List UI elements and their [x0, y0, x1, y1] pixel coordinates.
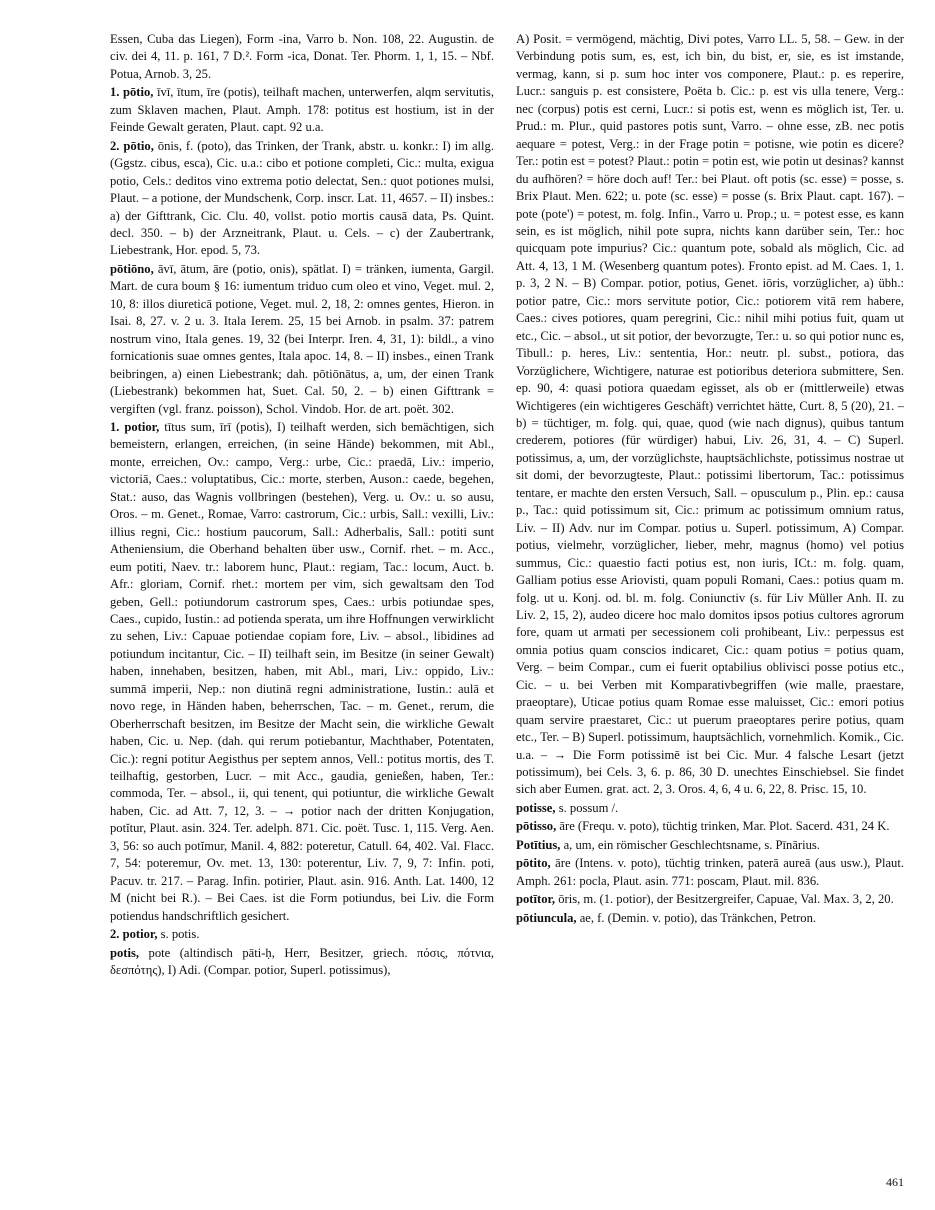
entry-headword: 2. pōtio, — [110, 138, 154, 153]
right-column — [516, 31, 904, 928]
entry-headword: pōtisso, — [516, 819, 557, 834]
dictionary-entry — [516, 31, 904, 799]
entry-text: Essen, Cuba das Liegen), Form -ina, Varro b. Non. 108, 22. Augustin. de civ. dei 4, 11. p. 161, 7 D.². Form -ica, Donat. Ter. Phorm. 1, 1, 15. – Nbf. Potua, Arnob. 3, 25. — [110, 32, 494, 81]
dictionary-entry — [110, 945, 494, 980]
entry-headword: potītor, — [516, 892, 556, 907]
entry-headword: 1. potior, — [110, 419, 160, 434]
entry-headword: Potītius, — [516, 837, 561, 852]
dictionary-entry — [110, 138, 494, 260]
dictionary-entry — [516, 855, 904, 890]
entry-headword: 2. potior, — [110, 927, 158, 942]
entry-text: āvī, ātum, āre (potio, onis), spätlat. I) = tränken, iumenta, Gargil. Mart. de cura boum § 16: iumentum triduo cum oleo et vino, Veget. mul. 2, 10, 8: illos diureticā potione, Veget. mul. 2, 18, 2: omnes gentes, Hieron. in Isai. 8, 27. v. 2 u. 3. Itala Ierem. 25, 15 bei Arnob. in psalm. 37: patrem nostrum vino, Itala genes. 19, 32 (bei Interpr. Iren. 4, 31, 1): bildl., a vino fornicationis suae omnes gentes, Itala apoc. 14, 8. – II) insbes., einen Trank beibringen, a) einen Liebestrank; dah. pōtiōnātus, a, um, der einen Trank (Liebestrank) bekommen hat, Suet. Cal. 50, 2. – b) einen Gifttrank = vergiften (vgl. franz. poisson), Schol. Vindob. Hor. de art. poët. 302. — [110, 261, 494, 416]
entry-text: āre (Frequ. v. poto), tüchtig trinken, Mar. Plot. Sacerd. 431, 24 K. — [559, 819, 890, 834]
entry-text: tītus sum, īrī (potis), I) teilhaft werden, sich bemächtigen, sich bemeistern, erlangen, erreichen, (in seine Hände) bekommen, mit Abl., monte, erreichen, Ov.: campo, Verg.: urbe, Cic.: praedā, Liv.: imperio, victoriā, Caes.: voluptatibus, Cic.: morte, sterben, Auson.: caede, begehen, Stat.: auso, das Wagnis vollbringen (bestehen), Verg. u. Ov.: u. so ausu, Oros. – m. Genet., Romae, Varro: castrorum, Cic.: urbis, Sall.: vexilli, Liv.: illius regni, Cic.: hostium paucorum, Sall.: Adherbalis, Sall.: potiti sunt Atheniensium, die Oberhand behalten über usw., Cornif. rhet. – m. Acc., eum potiti, Naev. tr.: laborem hunc, Plaut.: regiam, Tac.: locum, Auct. b. Afr.: gloriam, Cornif. rhet.: mortem per vim, sich gewaltsam den Tod geben, Gell.: potiundorum castrorum spes, Caes.: urbis potiundae spes, Caes., cupido, Iustin.: ad potienda sperata, um ihre Hoffnungen verwirklicht zu sehen, Liv.: Capuae potiendae copiam fore, Liv. – absol., libidines ad potiundum incitantur, Cic. – II) teilhaft sein, im Besitze (in seiner Gewalt) haben, innehaben, besitzen, haben, mit Abl., mari, Liv.: oppido, Liv.: summā imperii, Nep.: non diutinā regni administratione, Iustin.: aulā et novo rege, in Händen haben, beherrschen, Tac. – m. Genet., rerum, die Oberherrschaft besitzen, im Besitze der Macht sein, die wirkliche Gewalt haben, Cic. u. Nep. (dah. qui rerum potiebantur, Machthaber, Potentaten, Cic.): regni potitur Aegisthus per septem annos, Vell.: potitus mortis, des T. teilhaftig, gestorben, Lucr. – mit Acc., gaudia, genießen, haben, Ter.: commoda, Ter. – absol., ii, qui tenent, qui potiuntur, die wirkliche Gewalt haben, Cic. ad Att. 7, 12, 3. – → potior nach der dritten Konjugation, potĭtur, Plaut. asin. 324. Ter. adelph. 871. Cic. poët. Tusc. 1, 115. Verg. Aen. 3, 56: so auch potĭmur, Manil. 4, 882: poteretur, Catull. 64, 402. Val. Flacc. 7, 54: poteremur, Ov. met. 13, 130: poterentur, Liv. 7, 9, 7: Infin. poti, Pacuv. tr. 217. – Parag. Infin. potirier, Plaut. asin. 916. Anth. Lat. 1400, 12 M (nicht bei R.). – Bei Caes. ist die Form potiundus, bei Liv. die Form potiendus handschriftlich gesichert. — [110, 419, 495, 923]
dictionary-entry — [110, 419, 494, 925]
entry-headword: 1. pōtio, — [110, 85, 154, 100]
dictionary-entry — [110, 261, 494, 418]
dictionary-entry — [110, 84, 494, 136]
entry-text: ae, f. (Demin. v. potio), das Tränkchen, Petron. — [579, 910, 817, 925]
entry-text: s. potis. — [160, 927, 200, 942]
dictionary-entry — [516, 800, 904, 817]
entry-text: s. possum /. — [558, 800, 619, 815]
entry-headword: pōtiōno, — [110, 261, 154, 276]
left-column — [110, 31, 494, 980]
entry-text: āre (Intens. v. poto), tüchtig trinken, paterā aureā (aus usw.), Plaut. Amph. 261: pocla, Plaut. asin. 771: poscam, Plaut. mil. 836. — [516, 856, 905, 888]
dictionary-entry — [110, 926, 494, 943]
entry-text: īvī, ītum, īre (potis), teilhaft machen, unterwerfen, alqm servitutis, zum Sklaven machen, Plaut. Amph. 178: potitus est hostium, ist in der Feinde Gewalt geraten, Plaut. capt. 92 u.a. — [110, 85, 494, 135]
entry-text: ōnis, f. (poto), das Trinken, der Trank, abstr. u. konkr.: I) im allg. (Ggstz. cibus, esca), Cic. u.a.: cibo et potione completi, Cic.: multa, exigua potio, Cels.: deditos vino extrema potio delectat, Sen.: quot potiones mulsi, Plaut. – a potione, der Mundschenk, Corp. inscr. Lat. 11, 4657. – II) insbes.: a) der Gifttrank, Cic. Clu. 40, vollst. potio mortis causā data, Ps. Quint. decl. 350. – b) der Arzneitrank, Plaut. u. Cels. – c) der Zaubertrank, Liebestrank, Hor. epod. 5, 73. — [110, 138, 494, 258]
dictionary-entry — [516, 818, 904, 835]
entry-headword: pōtito, — [516, 856, 551, 871]
entry-text: ōris, m. (1. potior), der Besitzergreifer, Capuae, Val. Max. 3, 2, 20. — [558, 892, 894, 907]
entry-headword: pōtiuncula, — [516, 910, 577, 925]
dictionary-entry — [516, 837, 904, 854]
page-number: 461 — [886, 1175, 904, 1189]
entry-headword: potisse, — [516, 800, 556, 815]
entry-headword: potis, — [110, 945, 140, 960]
dictionary-entry — [516, 910, 904, 927]
dictionary-entry — [110, 31, 494, 83]
entry-text: pote (altindisch pāti-ḥ, Herr, Besitzer, griech. πόσις, πότνια, δεσπότης), I) Adi. (Compar. potior, Superl. potissimus), — [110, 945, 494, 978]
entry-text: a, um, ein römischer Geschlechtsname, s. Pīnārius. — [563, 837, 820, 852]
entry-text: A) Posit. = vermögend, mächtig, Divi potes, Varro LL. 5, 58. – Gew. in der Verbindung potis sum, es, est, ich bin, du bist, er, sie, es ist imstande, vermag, kann, si p. sum hoc inter vos componere, Plaut.: p. es reperire, Lucr.: sanguis p. est consistere, Poëta b. Cic.: p. est vis ulla tenere, Verg.: nec (corpus) potis est cerni, Lucr.: si potis est, wenn es möglich ist, Ter. u. Prud.: m. Plur., quid pastores potis sunt, Varro. – ohne esse, zB. nec potis aequare = potest, Verg.: in der Frage potin = potisne, wie potin es dicere? Ter.: potin est = potest? Plaut.: potin = potin est, wie potin ut desinas? kannst du aufhören? = höre doch auf! Ter.: bei Plaut. oft potis (sc. esse) = posse, s. Brix Plaut. Men. 622; u. pote (sc. esse) = posse (s. Brix Plaut. capt. 167). – pote (pote') = potest, m. folg. Infin., Varro u. Prop.; u. = potest esse, es kann sein, es ist möglich, nihil pote supra, nichts kann darüber sein, Ter.: hoc quicquam pote impurius? Cic.: quantum pote, sobald als möglich, Cic. ad Att. 4, 13, 1 M. (Wesenberg quantum potes). Fronto epist. ad M. Caes. 1, 1. p. 3, 2 N. – B) Compar. potior, potius, Genet. iōris, vorzüglicher, a) übh.: potior patre, Cic.: mors servitute potior, Cic.: potiorem vitā rem habere, Caes.: cives potiores, quam peregrini, Cic.: nihil mihi potius fuit, quam ut etc., Cic. – absol., ut sit potior, der bevorzugte, Ter.: u. so qui potior nunc es, Tibull.: p. heres, Liv.: sententia, Hor.: neutr. pl. subst., potiora, das Vorzüglichere, Wichtigere, naturae est potioribus deteriora submittere, Sen. ep. 90, 4: quasi potiora quaedam egisset, als ob er (mittlerweile) etwas Wichtigeres (ein wichtigeres Geschäft) verrichtet hätte, Curt. 8, 5 (20), 21. – b) = tüchtiger, m. folg. qui, quae, quod (wie nach dignus), quibus tantum crederem, potiores (für würdiger) habui, Liv. 26, 31, 4. – C) Superl. potissimus, a, um, der vorzüglichste, hauptsächlichste, potissimus nostrae ut sit domi, der bevorzugteste, Plaut.: potissimi libertorum, Tac.: potissimus tentare, er machte den ersten Versuch, Sall. – opusculum p., Plin. ep.: causa p., Tac.: quid potissimum sit, Cic.: primum ac potissimum omnium ratus, Liv. – II) Adv. nur im Compar. potius u. Superl. potissimum, A) Compar. potius, vielmehr, vorzüglicher, lieber, mehr, magnus (homo) vel potius summus, Cic.: quaestio facti potius est, non iuris, ICt.: m. folg. quam, Galliam potius esse Ariovisti, quam populi Romani, Caes.: potius quam m. folg. ut u. Konj. od. bl. m. folg. Coniunctiv (s. für Liv Müller Anh. II. zu Liv. 2, 15, 2), audeo dicere hoc malo domitos ipsos potius cultores agrorum fore, quam ut armati per secessionem coli prohibeant, Liv.: perpessus est omnia potius quam conscios indicaret, Cic.: quam potius = potius quam, Verg. – beim Compar., cum ei fuerit optabilius oblivisci posse potius etc., Cic. – u. bei Verben mit Komparativbegriffen (wie malle, praestare, praeoptare), Uticae potius quam Romae esse maluisset, Cic.: emori potius quam servire praestaret, Cic.: ut puerum praeoptares perire potius, quam etc., Ter. – B) Superl. potissimum, hauptsächlich, vornehmlich. Komik., Cic. u.a. – → Die Form potissimē ist bei Cic. Mur. 4 falsche Lesart (jetzt potissimum), bei Cels. 3, 6. p. 86, 30 D. unechtes Einschiebsel. Sie findet sich aber Eumen. grat. act. 2, 3. Oros. 4, 6, 4 u. 6, 22, 8. Prisc. 15, 10. — [516, 32, 904, 797]
dictionary-entry — [516, 891, 904, 908]
